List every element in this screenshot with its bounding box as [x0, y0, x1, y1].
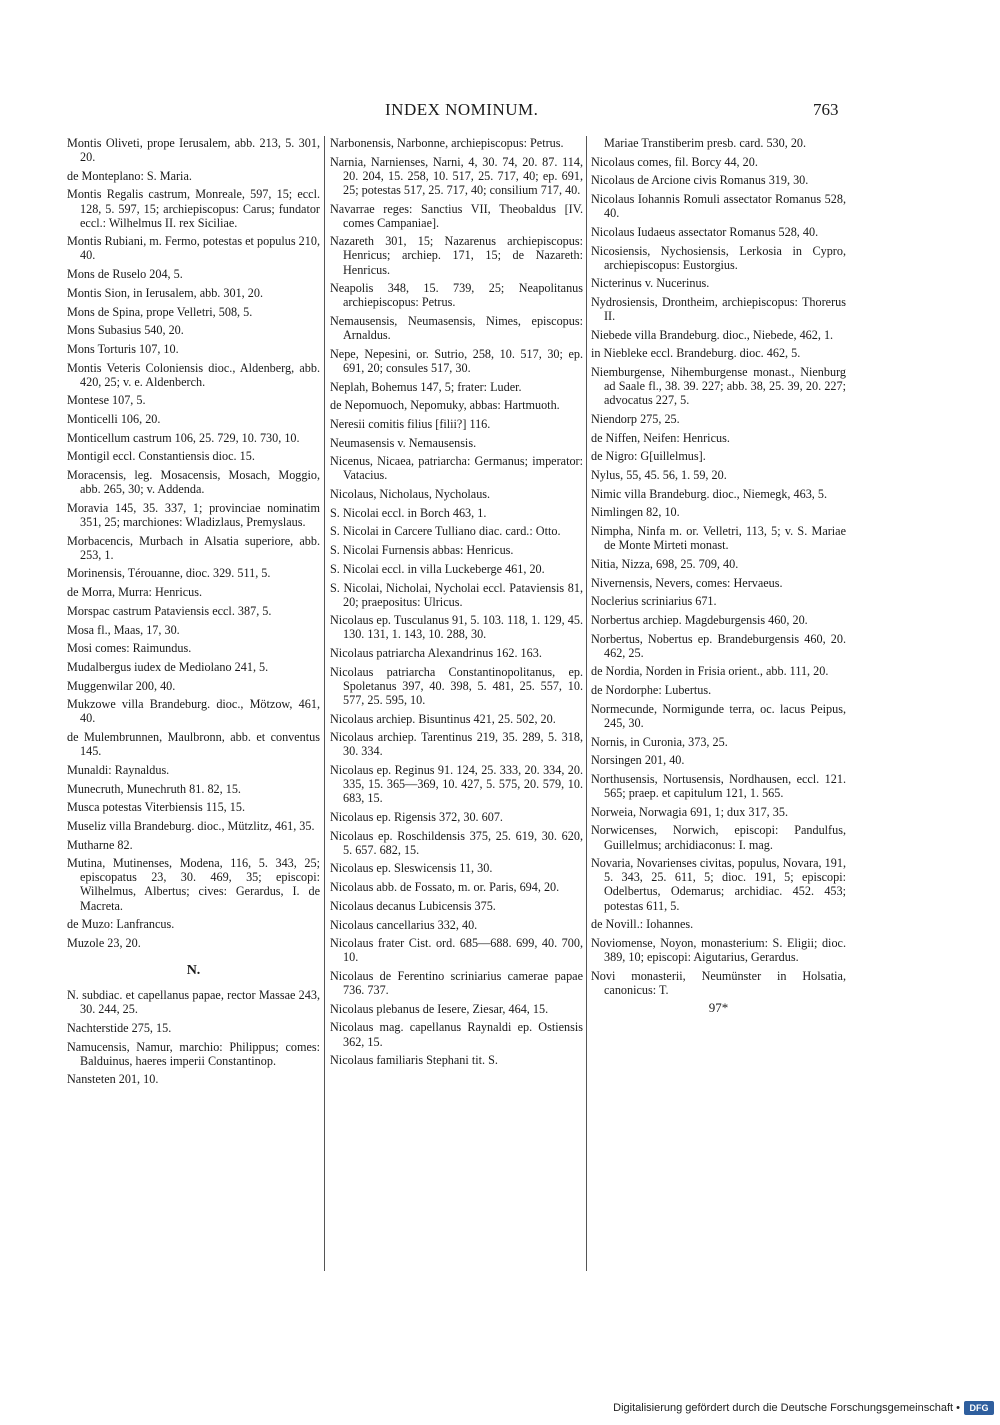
index-entry: Niendorp 275, 25. [591, 412, 680, 427]
column-1-entries [67, 136, 320, 950]
index-entry: Nicolaus ep. Reginus 91. 124, 25. 333, 20. 334, 20. 335, 15. 365—369, 10. 427, 5. 575, 20. 579, 10. 683, 15. [330, 763, 583, 806]
index-entry: Morinensis, Térouanne, dioc. 329. 511, 5. [67, 566, 271, 581]
index-entry: Nimpha, Ninfa m. or. Velletri, 113, 5; v. S. Mariae de Monte Mirteti monast. [591, 524, 846, 553]
index-entry: Morbacencis, Murbach in Alsatia superiore, abb. 253, 1. [67, 533, 320, 562]
index-entry: Museliz villa Brandeburg. dioc., Mützlitz, 461, 35. [67, 818, 315, 833]
index-entry: Neapolis 348, 15. 739, 25; Neapolitanus archiepiscopus: Petrus. [330, 281, 583, 310]
index-entry: Nicolaus Iohannis Romuli assectator Romanus 528, 40. [591, 192, 846, 221]
index-entry: Nicolaus, Nicholaus, Nycholaus. [330, 487, 491, 502]
index-entry: Montese 107, 5. [67, 393, 146, 408]
index-entry: Mons de Spina, prope Velletri, 508, 5. [67, 304, 253, 319]
digitization-footer [0, 1401, 1000, 1417]
index-entry: de Morra, Murra: Henricus. [67, 585, 203, 600]
index-entry: Nicosiensis, Nychosiensis, Lerkosia in Cypro, archiepiscopus: Eustorgius. [591, 243, 846, 272]
index-entry: Northusensis, Nortusensis, Nordhausen, eccl. 121. 565; praep. et capitulum 121, 1. 565. [591, 772, 846, 801]
index-entry: Novaria, Novarienses civitas, populus, Novara, 191, 5. 343, 25. 611, 5; dioc. 191, 5; episcopi: Odelbertus, Odemarus; archidiac. 452. 453; potestas 611, 5. [591, 856, 846, 913]
index-entry: Nicolaus comes, fil. Borcy 44, 20. [591, 154, 758, 169]
page-number: 763 [813, 100, 839, 119]
index-entry: de Novill.: Iohannes. [591, 917, 694, 932]
index-entry: S. Nicolai Furnensis abbas: Henricus. [330, 543, 514, 558]
index-entry: Nicolaus de Ferentino scriniarius camerae papae 736. 737. [330, 969, 583, 998]
index-entry: Nicolaus archiep. Bisuntinus 421, 25. 502, 20. [330, 711, 556, 726]
section-heading-n: N. [186, 963, 201, 978]
index-entry: Muggenwilar 200, 40. [67, 678, 176, 693]
index-entry: Nicolaus frater Cist. ord. 685—688. 699, 40. 700, 10. [330, 936, 583, 965]
index-entry: Nimlingen 82, 10. [591, 505, 680, 520]
index-entry: Norbertus, Nobertus ep. Brandeburgensis 460, 20. 462, 25. [591, 631, 846, 660]
index-entry: Navarrae reges: Sanctius VII, Theobaldus [IV. comes Campaniae]. [330, 201, 583, 230]
index-entry: Noviomense, Noyon, monasterium: S. Eligii; dioc. 389, 10; episcopi: Aigutarius, Gerardus. [591, 935, 846, 964]
funding-note: Digitalisierung gefördert durch die Deutsche Forschungsgemeinschaft • [613, 1402, 960, 1414]
index-entry: Nicterinus v. Nucerinus. [591, 276, 710, 291]
index-entry: de Monteplano: S. Maria. [67, 168, 192, 183]
index-entry: Nicolaus de Arcione civis Romanus 319, 30. [591, 173, 809, 188]
index-entry: de Nepomuoch, Nepomuky, abbas: Hartmuoth. [330, 398, 560, 413]
index-entry: Novi monasterii, Neumünster in Holsatia, canonicus: T. [591, 968, 846, 997]
index-entry: Narnia, Narnienses, Narni, 4, 30. 74, 20. 87. 114, 20. 204, 15. 258, 10. 517, 25. 717, 40; ep. 691, 25; potestas 517, 25. 717, 40; consilium 717, 40. [330, 154, 583, 197]
index-entry: Nydrosiensis, Drontheim, archiepiscopus: Thorerus II. [591, 295, 846, 324]
index-entry: Norwicenses, Norwich, episcopi: Pandulfus, Guillelmus; archidiaconus: I. mag. [591, 823, 846, 852]
index-entry: Norsingen 201, 40. [591, 753, 685, 768]
index-entry: Neumasensis v. Nemausensis. [330, 435, 477, 450]
index-entry: Musca potestas Viterbiensis 115, 15. [67, 800, 245, 815]
index-entry: Morspac castrum Pataviensis eccl. 387, 5. [67, 603, 272, 618]
index-entry: Norbertus archiep. Magdeburgensis 460, 20. [591, 613, 808, 627]
index-entry: in Niebleke eccl. Brandeburg. dioc. 462, 5. [591, 346, 801, 361]
index-entry: Nicolaus patriarcha Constantinopolitanus, ep. Spoletanus 397, 40. 398, 5. 481, 25. 557, 10. 577, 25. 595, 10. [330, 664, 583, 707]
column-rule-2 [586, 136, 587, 1271]
index-column-1 [67, 136, 320, 1091]
index-entry: N. subdiac. et capellanus papae, rector Massae 243, 30. 244, 25. [67, 988, 320, 1017]
index-entry: Nemausensis, Neumasensis, Nimes, episcopus: Arnaldus. [330, 314, 583, 343]
index-entry: Normecunde, Normigunde terra, oc. lacus Peipus, 245, 30. [591, 701, 846, 730]
index-entry: Munaldi: Raynaldus. [67, 762, 170, 777]
index-entry: de Nigro: G[uillelmus]. [591, 449, 706, 464]
index-entry: Mukzowe villa Brandeburg. dioc., Mötzow, 461, 40. [67, 697, 320, 726]
index-entry: Nicenus, Nicaea, patriarcha: Germanus; imperator: Vatacius. [330, 454, 583, 483]
index-entry: Mons de Ruselo 204, 5. [67, 267, 183, 282]
index-entry: Munecruth, Munechruth 81. 82, 15. [67, 781, 241, 796]
index-entry: de Nordia, Norden in Frisia orient., abb. 111, 20. [591, 664, 829, 679]
index-entry: Neplah, Bohemus 147, 5; frater: Luder. [330, 379, 522, 394]
index-entry: Nornis, in Curonia, 373, 25. [591, 734, 728, 749]
index-entry: Nicolaus ep. Rigensis 372, 30. 607. [330, 810, 503, 824]
index-entry: Nicolaus cancellarius 332, 40. [330, 917, 478, 932]
index-entry: Nazareth 301, 15; Nazarenus archiepiscopus: Henricus; archiep. 171, 15; de Nazareth: Henricus. [330, 234, 583, 277]
index-entry: Moravia 145, 35. 337, 1; provinciae nominatim 351, 25; marchiones: Wladizlaus, Premyslaus. [67, 500, 320, 529]
index-entry: Montigil eccl. Constantiensis dioc. 15. [67, 449, 255, 464]
index-entry: de Niffen, Neifen: Henricus. [591, 430, 730, 445]
index-entry: de Nordorphe: Lubertus. [591, 683, 712, 698]
index-entry: Neresii comitis filius [filii?] 116. [330, 416, 491, 431]
signature-mark: 97* [708, 1000, 729, 1016]
index-entry: Monticelli 106, 20. [67, 412, 161, 427]
index-entry: Mosi comes: Raimundus. [67, 641, 192, 656]
index-entry: Nepe, Nepesini, or. Sutrio, 258, 10. 517, 30; ep. 691, 20; consules 517, 30. [330, 346, 583, 375]
index-entry: Nicolaus decanus Lubicensis 375. [330, 898, 496, 913]
index-entry: Narbonensis, Narbonne, archiepiscopus: Petrus. [330, 136, 564, 150]
dfg-logo: DFG [964, 1401, 994, 1415]
index-entry: Nicolaus mag. capellanus Raynaldi ep. Ostiensis 362, 15. [330, 1020, 583, 1049]
index-entry: Niemburgense, Nihemburgense monast., Nienburg ad Saale fl., 38. 39. 227; abb. 38, 25. 39, 20. 227; advocatus 227, 5. [591, 365, 846, 408]
column-rule-1 [324, 136, 325, 1271]
index-entry: Montis Sion, in Ierusalem, abb. 301, 20. [67, 285, 263, 300]
index-entry: S. Nicolai eccl. in villa Luckeberge 461, 20. [330, 561, 545, 576]
page-header [0, 100, 1000, 124]
index-entry: Mosa fl., Maas, 17, 30. [67, 622, 180, 637]
index-entry: Nylus, 55, 45. 56, 1. 59, 20. [591, 468, 727, 483]
index-entry: S. Nicolai in Carcere Tulliano diac. card.: Otto. [330, 524, 561, 539]
index-entry: Nicolaus patriarcha Alexandrinus 162. 163. [330, 646, 542, 661]
index-entry: Nitia, Nizza, 698, 25. 709, 40. [591, 556, 739, 571]
index-entry: Namucensis, Namur, marchio: Philippus; comes: Balduinus, haeres imperii Constantinop. [67, 1039, 320, 1068]
index-column-3 [591, 136, 846, 1016]
index-entry: Moracensis, leg. Mosacensis, Mosach, Moggio, abb. 265, 30; v. Addenda. [67, 468, 320, 497]
index-entry: Mutina, Mutinenses, Modena, 116, 5. 343, 25; episcopatus 23, 30. 469, 35; episcopi: Wilhelmus, Albertus; cives: Gerardus, I. de Macreta. [67, 856, 320, 913]
index-entry: Nicolaus ep. Sleswicensis 11, 30. [330, 861, 493, 876]
index-entry: Nansteten 201, 10. [67, 1072, 159, 1087]
index-entry: Mudalbergus iudex de Mediolano 241, 5. [67, 659, 269, 674]
index-column-2 [330, 136, 583, 1072]
index-entry: Nimic villa Brandeburg. dioc., Niemegk, 463, 5. [591, 486, 828, 501]
index-entry: Montis Regalis castrum, Monreale, 597, 15; eccl. 128, 5. 597, 15; archiepiscopus: Carus; fundator eccl.: Wilhelmus II. rex Siciliae. [67, 187, 320, 230]
index-entry: S. Nicolai eccl. in Borch 463, 1. [330, 505, 487, 520]
index-entry: Montis Rubiani, m. Fermo, potestas et populus 210, 40. [67, 234, 320, 263]
index-entry: Monticellum castrum 106, 25. 729, 10. 730, 10. [67, 430, 300, 445]
index-entry: de Muzo: Lanfrancus. [67, 917, 175, 932]
index-entry: Nicolaus abb. de Fossato, m. or. Paris, 694, 20. [330, 880, 560, 895]
index-entry: Nicolaus Iudaeus assectator Romanus 528, 40. [591, 224, 819, 239]
index-entry: Niebede villa Brandeburg. dioc., Niebede, 462, 1. [591, 327, 834, 342]
index-entry: Mariae Transtiberim presb. card. 530, 20. [604, 136, 807, 150]
index-entry: Montis Veteris Coloniensis dioc., Aldenberg, abb. 420, 25; v. e. Aldenberch. [67, 360, 320, 389]
section-n-entries [67, 988, 320, 1086]
index-entry: Norweia, Norwagia 691, 1; dux 317, 35. [591, 804, 788, 819]
running-title: INDEX NOMINUM. [385, 100, 539, 119]
index-entry: Nicolaus archiep. Tarentinus 219, 35. 289, 5. 318, 30. 334. [330, 730, 583, 759]
index-entry: Mutharne 82. [67, 837, 133, 852]
index-entry: de Mulembrunnen, Maulbronn, abb. et conventus 145. [67, 730, 320, 759]
column-3-entries [591, 136, 846, 997]
index-entry: Mons Torturis 107, 10. [67, 341, 179, 356]
index-entry: Noclerius scriniarius 671. [591, 594, 717, 609]
index-entry: Nivernensis, Nevers, comes: Hervaeus. [591, 575, 783, 590]
index-entry: Nicolaus familiaris Stephani tit. S. [330, 1053, 498, 1068]
index-entry: Muzole 23, 20. [67, 935, 141, 950]
index-entry: Nachterstide 275, 15. [67, 1020, 172, 1035]
index-entry: Nicolaus ep. Roschildensis 375, 25. 619, 30. 620, 5. 657. 682, 15. [330, 828, 583, 857]
index-entry: S. Nicolai, Nicholai, Nycholai eccl. Pataviensis 81, 20; praepositus: Ulricus. [330, 580, 583, 609]
index-entry: Montis Oliveti, prope Ierusalem, abb. 213, 5. 301, 20. [67, 136, 320, 165]
index-entry: Nicolaus ep. Tusculanus 91, 5. 103. 118, 1. 129, 45. 130. 131, 1. 143, 10. 288, 30. [330, 613, 583, 642]
index-entry: Mons Subasius 540, 20. [67, 323, 184, 338]
index-entry: Nicolaus plebanus de Iesere, Ziesar, 464, 15. [330, 1001, 549, 1016]
